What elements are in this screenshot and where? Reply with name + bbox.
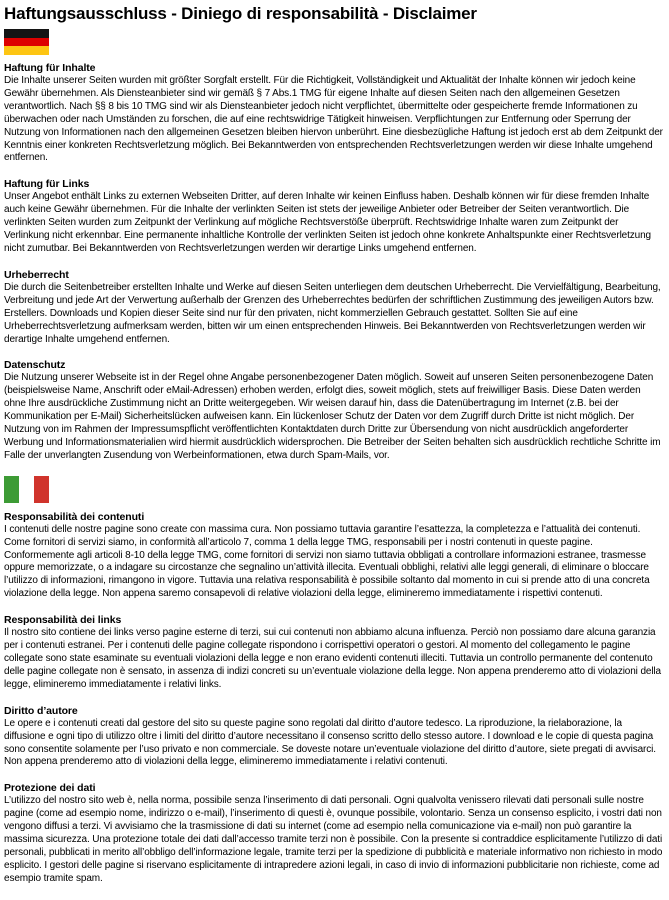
section-body: I contenuti delle nostre pagine sono create con massima cura. Non possiamo tuttavia garantire l’esattezza, la completezza e l’attualità dei contenuti. Come fornitori di servizi siamo, in conformità all’articolo 7, comma 1 della legge TMG, responsabili per i nostri contenuti in queste pagine. Conformemente agli articoli 8-10 della legge TMG, come fornitori di servizi non siamo tuttavia obbligati a controllare informazioni estranee, trasmesse oppure memorizzate, o a indagare su circostanze che segnalino un’attività illecita. Eventuali obblighi, relativi alle leggi generali, di eliminare o bloccare l’utilizzo di informazioni, rimangono in vigore. Tuttavia una relativa responsabilità è possibile soltanto dal momento in cui si prende atto di una concreta violazione della legge. Non appena saremo consapevoli di relative violazioni della legge, elimineremo immediatamente i rispettivi contenuti. xyxy=(4,523,650,600)
section-responsabilita-dei-links xyxy=(4,614,664,692)
section-body: Die Nutzung unserer Webseite ist in der Regel ohne Angabe personenbezogener Daten möglich. Soweit auf unseren Seiten personenbezogene Daten (beispielsweise Name, Anschrift oder eMail-Adressen) erhoben werden, erfolgt dies, soweit möglich, stets auf freiwilliger Basis. Diese Daten werden ohne Ihre ausdrückliche Zustimmung nicht an Dritte weitergegeben. Wir weisen darauf hin, dass die Datenübertragung im Internet (z.B. bei der Kommunikation per E-Mail) Sicherheitslücken aufweisen kann. Ein lückenloser Schutz der Daten vor dem Zugriff durch Dritte ist nicht möglich. Der Nutzung von im Rahmen der Impressumspflicht veröffentlichten Kontaktdaten durch Dritte zur Übersendung von nicht ausdrücklich angeforderter Werbung und Informationsmaterialien wird hiermit ausdrücklich widersprochen. Die Betreiber der Seiten behalten sich ausdrücklich rechtliche Schritte im Falle der unverlangten Zusendung von Werbeinformationen, etwa durch Spam-Mails, vor. xyxy=(4,372,661,461)
italy-flag-stripe-red xyxy=(34,476,49,503)
germany-flag-icon xyxy=(4,29,49,55)
section-heading: Haftung für Links xyxy=(4,178,90,191)
section-heading: Datenschutz xyxy=(4,359,66,372)
section-body: Le opere e i contenuti creati dal gestore del sito su queste pagine sono regolati dal diritto d’autore tedesco. La riproduzione, la rielaborazione, la diffusione e ogni tipo di utilizzo oltre i limiti del diritto d’autore necessitano il consenso scritto dello stesso autore. I download e le copie di questa pagina sono consentite solamente per l’uso privato e non commerciale. Se doveste notare un’eventuale violazione del diritto d’autore, siete pregati di avvisarci. Non appena prenderemo atto di violazioni della legge, elimineremo immediatamente i relativi contenuti. xyxy=(4,717,656,768)
section-datenschutz xyxy=(4,359,664,462)
italy-flag-stripe-green xyxy=(4,476,19,503)
section-body: Unser Angebot enthält Links zu externen Webseiten Dritter, auf deren Inhalte wir keinen Einfluss haben. Deshalb können wir für diese fremden Inhalte auch keine Gewähr übernehmen. Für die Inhalte der verlinkten Seiten ist stets der jeweilige Anbieter oder Betreiber der Seiten verantwortlich. Die verlinkten Seiten wurden zum Zeitpunkt der Verlinkung auf mögliche Rechtsverstöße überprüft. Rechtswidrige Inhalte waren zum Zeitpunkt der Verlinkung nicht erkennbar. Eine permanente inhaltliche Kontrolle der verlinkten Seiten ist jedoch ohne konkrete Anhaltspunkte einer Rechtsverletzung nicht zumutbar. Bei Bekanntwerden von Rechtsverletzungen werden wir derartige Links umgehend entfernen. xyxy=(4,191,651,254)
page-title: Haftungsausschluss - Diniego di responsabilità - Disclaimer xyxy=(4,4,477,23)
section-haftung-fuer-links xyxy=(4,178,664,256)
section-responsabilita-dei-contenuti xyxy=(4,511,664,601)
section-heading: Protezione dei dati xyxy=(4,782,96,795)
section-diritto-dautore xyxy=(4,705,664,770)
germany-flag-stripe-red xyxy=(4,38,49,47)
section-heading: Diritto d’autore xyxy=(4,704,78,717)
germany-flag-stripe-black xyxy=(4,29,49,38)
section-haftung-fuer-inhalte xyxy=(4,62,664,165)
section-heading: Urheberrecht xyxy=(4,268,69,281)
section-body: Il nostro sito contiene dei links verso pagine esterne di terzi, sui cui contenuti non abbiamo alcuna influenza. Perciò non possiamo dare alcuna garanzia per i contenuti estranei. Per i contenuti delle pagine collegate rispondono i corrispettivi operatori o gestori. Al momento del collegamento le pagine collegate sono state esaminate su eventuali violazioni della legge e non erano evidenti contenuti illeciti. Tuttavia un controllo permanente del contenuto delle pagine collegate non è sensato, in assenza di indizi concreti su un’eventuale violazione della legge. Non appena prenderemo atto di violazioni della legge, elimineremo immediatamente i relativi links. xyxy=(4,627,661,690)
section-heading: Responsabilità dei links xyxy=(4,614,122,627)
section-protezione-dei-dati xyxy=(4,782,664,885)
section-urheberrecht xyxy=(4,269,664,347)
italy-flag-icon xyxy=(4,476,49,503)
section-heading: Haftung für Inhalte xyxy=(4,62,96,74)
italy-flag-stripe-white xyxy=(19,476,34,503)
section-body: Die durch die Seitenbetreiber erstellten Inhalte und Werke auf diesen Seiten unterliegen dem deutschen Urheberrecht. Die Vervielfältigung, Bearbeitung, Verbreitung und jede Art der Verwertung außerhalb der Grenzen des Urheberrechtes bedürfen der schriftlichen Zustimmung des jeweiligen Autors bzw. Erstellers. Downloads und Kopien dieser Seite sind nur für den privaten, nicht kommerziellen Gebrauch gestattet. Sollten Sie auf eine Urheberrechtsverletzung aufmerksam werden, bitten wir um einen entsprechenden Hinweis. Bei Bekanntwerden von Rechtsverletzungen werden wir derartige Inhalte umgehend entfernen. xyxy=(4,281,661,345)
germany-flag-stripe-gold xyxy=(4,46,49,55)
section-heading: Responsabilità dei contenuti xyxy=(4,510,145,523)
section-body: Die Inhalte unserer Seiten wurden mit größter Sorgfalt erstellt. Für die Richtigkeit, Vollständigkeit und Aktualität der Inhalte können wir jedoch keine Gewähr übernehmen. Als Diensteanbieter sind wir gemäß § 7 Abs.1 TMG für eigene Inhalte auf diesen Seiten nach den allgemeinen Gesetzen verantwortlich. Nach §§ 8 bis 10 TMG sind wir als Diensteanbieter jedoch nicht verpflichtet, übermittelte oder gespeicherte fremde Informationen zu überwachen oder nach Umständen zu forschen, die auf eine rechtswidrige Tätigkeit hinweisen. Verpflichtungen zur Entfernung oder Sperrung der Nutzung von Informationen nach den allgemeinen Gesetzen bleiben hiervon unberührt. Eine diesbezügliche Haftung ist jedoch erst ab dem Zeitpunkt der Kenntnis einer konkreten Rechtsverletzung möglich. Bei Bekanntwerden von entsprechenden Rechtsverletzungen werden wir diese Inhalte umgehend entfernen. xyxy=(4,75,663,164)
section-body: L’utilizzo del nostro sito web è, nella norma, possibile senza l’inserimento di dati personali. Ogni qualvolta venissero rilevati dati personali sulle nostre pagine (come ad esempio nome, indirizzo o e-mail), l’inserimento di questi è, ovunque possibile, volontario. Senza un consenso esplicito, i vostri dati non vengono diffusi a terzi. Vi avvisiamo che la trasmissione di dati su internet (come ad esempio nella comunicazione via e-mail) non può garantire la massima sicurezza. Una protezione totale dei dati dall’accesso tramite terzi non è possibile. Con la presente si contraddice esplicitamente l’utilizzo di dati personali, pubblicati in merito all’obbligo dell’informazione legale, tramite terzi per la spedizione di pubblicità e materiale informativo non richiesto in modo esplicito. I gestori delle pagine si riservano esplicitamente di intrapredere azioni legali, in caso di invio di informazioni pubblicitarie non richieste, come ad esempio tramite spam. xyxy=(4,795,663,884)
